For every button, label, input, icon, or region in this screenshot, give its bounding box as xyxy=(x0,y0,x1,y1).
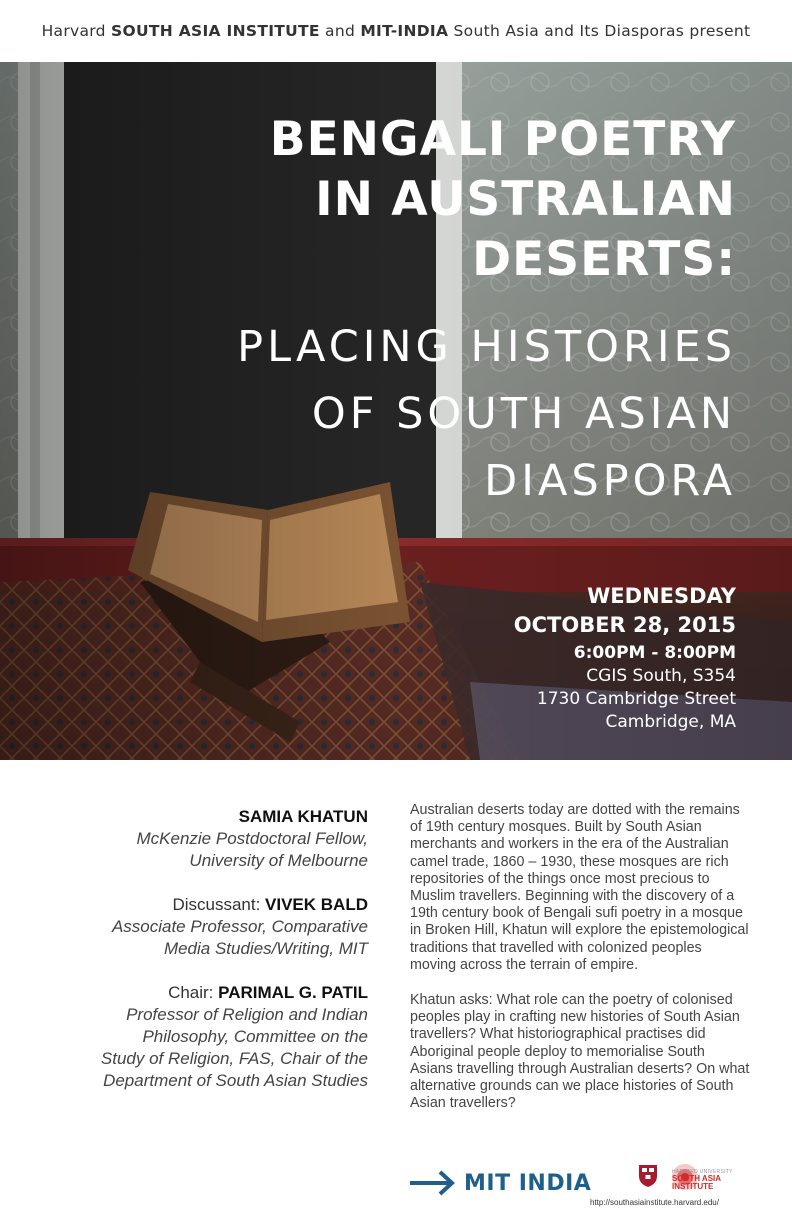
event-date: OCTOBER 28, 2015 xyxy=(513,613,736,637)
speaker-affiliation-line: Philosophy, Committee on the xyxy=(142,1027,368,1046)
event-venue: CGIS South, S354 xyxy=(586,666,736,686)
speaker-affiliation-line: McKenzie Postdoctoral Fellow, xyxy=(136,829,368,848)
website-url[interactable]: http://southasiainstitute.harvard.edu/ xyxy=(590,1198,719,1207)
discussant-vivek-bald xyxy=(38,894,368,960)
speaker-affiliation-line: University of Melbourne xyxy=(189,851,368,870)
subtitle-line-3: DIASPORA xyxy=(484,456,736,506)
speaker-affiliation-line: Department of South Asian Studies xyxy=(103,1071,368,1090)
hero-photo xyxy=(0,62,792,760)
harvard-shield-icon xyxy=(638,1164,658,1188)
event-info xyxy=(514,582,736,734)
chair-parimal-patil xyxy=(38,982,368,1092)
description-paragraph: Khatun asks: What role can the poetry of colonised peoples play in crafting new histories of South Asian travellers? What historiographical practises did Aboriginal people deploy to memorialise South Asians travelling through Australian deserts? On what alternative grounds can we place histories of South Asian travellers? xyxy=(410,992,750,1112)
subtitle-line-2: OF SOUTH ASIAN xyxy=(311,389,736,439)
sai-logo-small-text: HARVARD UNIVERSITY xyxy=(672,1169,733,1175)
speakers-list xyxy=(38,806,368,1114)
banner-sai: SOUTH ASIA INSTITUTE xyxy=(111,22,320,40)
speaker-role: Chair: xyxy=(168,983,219,1002)
event-city: Cambridge, MA xyxy=(605,712,736,732)
banner-text-3: South Asia and Its Diasporas present xyxy=(448,22,751,40)
arrow-icon xyxy=(410,1169,458,1197)
speaker-role: Discussant: xyxy=(172,895,266,914)
sai-logo-name: SOUTH ASIA INSTITUTE xyxy=(672,1174,721,1191)
description-paragraph: Australian deserts today are dotted with the remains of 19th century mosques. Built by South Asian merchants and workers in the era of the Australian camel trade, 1860 – 1930, these mosques are rich repositories of the things once most precious to Muslim travellers. Beginning with the discovery of a 19th century book of Bengali sufi poetry in a mosque in Broken Hill, Khatun will explore the epistemological traditions that travelled with colonized peoples moving across the terrain of empire. xyxy=(410,802,749,973)
event-street: 1730 Cambridge Street xyxy=(536,689,736,709)
title-line-3: DESERTS: xyxy=(472,232,736,287)
speaker-affiliation-line: Media Studies/Writing, MIT xyxy=(163,939,368,958)
event-day: WEDNESDAY xyxy=(587,584,736,608)
speaker-samia-khatun xyxy=(38,806,368,872)
speaker-name: VIVEK BALD xyxy=(265,895,368,914)
event-time: 6:00PM - 8:00PM xyxy=(573,643,736,663)
speaker-name: SAMIA KHATUN xyxy=(238,807,368,826)
mit-india-logo xyxy=(410,1163,591,1203)
title-line-1: BENGALI POETRY xyxy=(269,112,736,167)
subtitle-line-1: PLACING HISTORIES xyxy=(237,322,736,372)
banner-text-1: Harvard xyxy=(41,22,112,40)
event-description xyxy=(410,802,750,1130)
mit-india-logo-text: MIT INDIA xyxy=(464,1170,592,1196)
speaker-name: PARIMAL G. PATIL xyxy=(218,983,368,1002)
banner-text-2: and xyxy=(319,22,361,40)
top-banner xyxy=(0,0,792,62)
title-line-2: IN AUSTRALIAN xyxy=(315,172,736,227)
speaker-affiliation-line: Associate Professor, Comparative xyxy=(111,917,368,936)
title-subtitle xyxy=(237,314,736,515)
banner-mit-india: MIT-INDIA xyxy=(360,22,449,40)
speaker-affiliation-line: Study of Religion, FAS, Chair of the xyxy=(100,1049,368,1068)
speaker-affiliation-line: Professor of Religion and Indian xyxy=(126,1005,368,1024)
title-main xyxy=(270,110,736,290)
